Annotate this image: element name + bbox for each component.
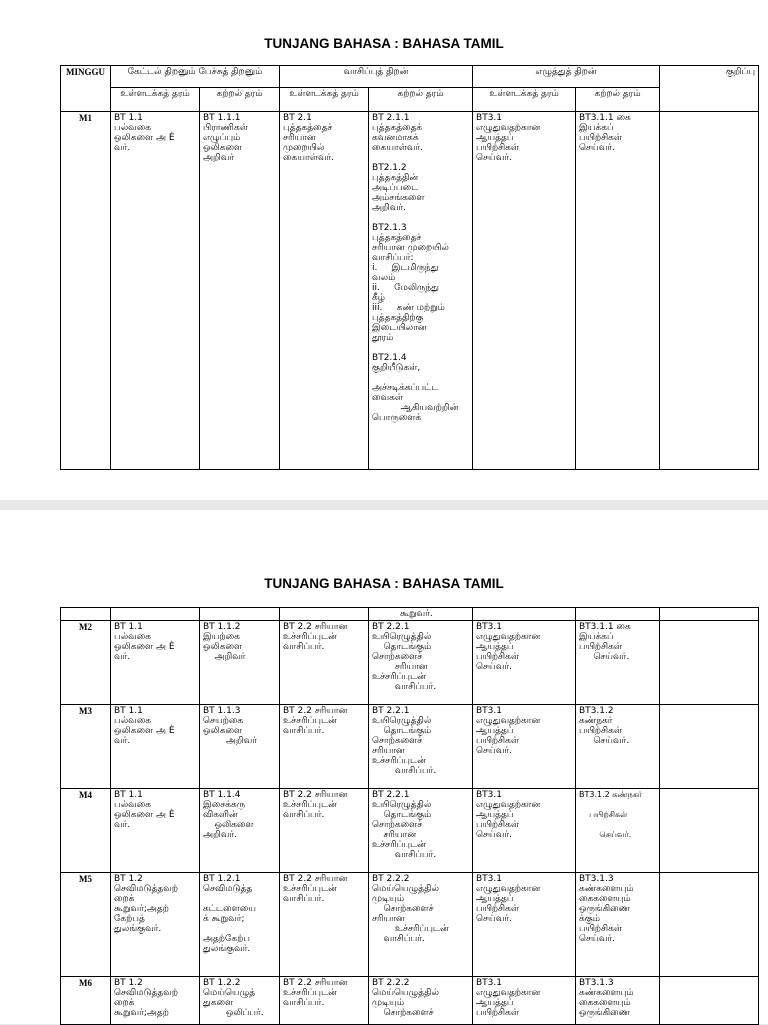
content-standard-cell: BT 1.1 பல்வகை ஒலிகளை அ È வர்.: [111, 621, 200, 705]
notes-cell: [660, 873, 759, 977]
notes-cell: [660, 112, 759, 470]
content-standard-cell: BT 1.1 பல்வகை ஒலிகளை அ È வர்.: [111, 112, 200, 470]
content-standard-cell: BT3.1 எழுதுவதற்கான ஆயத்தப் பயிற்சிகள் செய்வர்.: [473, 789, 576, 873]
subheader-content-standard: உள்ளடக்கத் தரம்: [111, 88, 200, 112]
page-title: TUNJANG BAHASA : BAHASA TAMIL: [264, 36, 504, 51]
week-cell: M2: [61, 621, 111, 705]
learning-standard-cell: BT 1.1.4 இசைக்கரு விகளின் ஒலிகளை அறிவர்.: [200, 789, 280, 873]
week-cell: M5: [61, 873, 111, 977]
learning-standard-cell: BT3.1.3 கண்களையும் கைகளையும் ஒருங்கிணை க்கும் பயிற்சிகள் செய்வர்.: [576, 873, 660, 977]
table-row: [61, 789, 759, 873]
learning-standard-cell: BT 2.2.1 உயிரெழுத்தில் தொடங்கும் சொற்களைச் சரியான உச்சரிப்புடன் வாசிப்பர்.: [369, 789, 473, 873]
subheader-content-standard: உள்ளடக்கத் தரம்: [280, 88, 369, 112]
header-notes: குறிப்பு: [660, 66, 759, 112]
learning-standard-cell: BT 1.2.1 செவிமடுத்த கட்டளையை க் கூறுவர்; அதற்கேற்ப துலங்குவர்.: [200, 873, 280, 977]
header-writing: எழுத்துத் திறன்: [473, 66, 660, 88]
learning-standard-cell: BT 1.1.2 இயற்கை ஒலிகளை அறிவர்: [200, 621, 280, 705]
content-standard-cell: BT 2.2 சரியான உச்சரிப்புடன் வாசிப்பர்.: [280, 705, 369, 789]
carry-over-row: [61, 608, 759, 621]
learning-standard-cell: BT 2.2.1 உயிரெழுத்தில் தொடங்கும் சொற்களைச் சரியான உச்சரிப்புடன் வாசிப்பர்.: [369, 705, 473, 789]
learning-standard-cell: BT 2.2.2 மெய்யெழுத்தில் முடியும் சொற்களைச் சரியான உச்சரிப்புடன் வாசிப்பர்.: [369, 873, 473, 977]
content-standard-cell: BT3.1 எழுதுவதற்கான ஆயத்தப் பயிற்சிகள் செய்வர்.: [473, 705, 576, 789]
content-standard-cell: BT3.1 எழுதுவதற்கான ஆயத்தப் பயிற்சிகள் செய்வர்.: [473, 112, 576, 470]
header-row: [61, 66, 759, 88]
header-minggu: MINGGU: [61, 66, 111, 112]
document-page-1: [0, 0, 768, 500]
notes-cell: [660, 789, 759, 873]
learning-standard-cell: BT3.1.2 கண்நகர் பயிற்சிகள் செய்வர்.: [576, 789, 660, 873]
content-standard-cell: BT 2.2 சரியான உச்சரிப்புடன் வாசிப்பர்.: [280, 873, 369, 977]
learning-standard-cell: BT 2.1.1 புத்தகத்தைக் கவனமாகக் கையாள்வர். BT2.1.2 புத்தகத்தின் அடிப்படை அம்சங்களை அறிவர். BT2.1.3 புத்தகத்தைச் சரியான முறையில் வாசிப்பர்: i. இடமிருந்து வலம் ii. மேலிருந்து கீழ் iii. கண் மற்றும் புத்தகத்திற்கு இடையிலான தூரம் BT2.1.4 குறியீடுகள், அச்சடிக்கப்பட்ட வைகள் ஆகியவற்றின் பொருளைக்: [369, 112, 473, 470]
content-standard-cell: BT 1.1 பல்வகை ஒலிகளை அ È வர்.: [111, 789, 200, 873]
content-standard-cell: BT 2.2 சரியான உச்சரிப்புடன் வாசிப்பர்.: [280, 789, 369, 873]
subheader-row: [61, 88, 759, 112]
carry-over-cell: கூறுவர்.: [369, 608, 473, 621]
notes-cell: [660, 705, 759, 789]
document-page-2: [0, 510, 768, 1024]
table-row: [61, 621, 759, 705]
table-row: [61, 112, 759, 470]
learning-standard-cell: BT 2.2.1 உயிரெழுத்தில் தொடங்கும் சொற்களைச் சரியான உச்சரிப்புடன் வாசிப்பர்.: [369, 621, 473, 705]
content-standard-cell: BT3.1 எழுதுவதற்கான ஆயத்தப் பயிற்சிகள்: [473, 977, 576, 1025]
content-standard-cell: BT 2.2 சரியான உச்சரிப்புடன் வாசிப்பர்.: [280, 977, 369, 1025]
subheader-learning-standard: கற்றல் தரம்: [576, 88, 660, 112]
subheader-content-standard: உள்ளடக்கத் தரம்: [473, 88, 576, 112]
syllabus-table: [60, 607, 759, 1025]
table-row: [61, 705, 759, 789]
learning-standard-cell: BT 2.2.2 மெய்யெழுத்தில் முடியும் சொற்களைச்: [369, 977, 473, 1025]
notes-cell: [660, 977, 759, 1025]
syllabus-table: [60, 65, 759, 470]
header-listening-speaking: கேட்டல் திறனும் பேச்சுத் திறனும்: [111, 66, 280, 88]
subheader-learning-standard: கற்றல் தரம்: [369, 88, 473, 112]
learning-standard-cell: BT 1.2.2 மெய்யெழுத் துகளை ஒலிப்பர்.: [200, 977, 280, 1025]
content-standard-cell: BT 1.1 பல்வகை ஒலிகளை அ È வர்.: [111, 705, 200, 789]
subheader-learning-standard: கற்றல் தரம்: [200, 88, 280, 112]
content-standard-cell: BT 2.1 புத்தகத்தைச் சரியான முறையில் கையாள்வர்.: [280, 112, 369, 470]
week-cell: M6: [61, 977, 111, 1025]
learning-standard-cell: BT3.1.1 கை இயக்கப் பயிற்சிகள் செய்வர்.: [576, 621, 660, 705]
learning-standard-cell: BT 1.1.3 செயற்கை ஒலிகளை அறிவர்: [200, 705, 280, 789]
learning-standard-cell: BT3.1.3 கண்களையும் கைகளையும் ஒருங்கிணை: [576, 977, 660, 1025]
week-cell: M3: [61, 705, 111, 789]
week-cell: M4: [61, 789, 111, 873]
content-standard-cell: BT3.1 எழுதுவதற்கான ஆயத்தப் பயிற்சிகள் செய்வர்.: [473, 873, 576, 977]
learning-standard-cell: BT3.1.1 கை இயக்கப் பயிற்சிகள் செய்வர்.: [576, 112, 660, 470]
page-title: TUNJANG BAHASA : BAHASA TAMIL: [264, 576, 504, 591]
content-standard-cell: BT 2.2 சரியான உச்சரிப்புடன் வாசிப்பர்.: [280, 621, 369, 705]
learning-standard-cell: BT 1.1.1 பிராணிகள் எழுப்பும் ஒலிகளை அறிவர்: [200, 112, 280, 470]
table-row: [61, 873, 759, 977]
content-standard-cell: BT 1.2 செவிமடுத்தவற் றைக் கூறுவர்;அதற் கேற்பத் துலங்குவர்.: [111, 873, 200, 977]
header-reading: வாசிப்புத் திறன்: [280, 66, 473, 88]
notes-cell: [660, 621, 759, 705]
week-cell: M1: [61, 112, 111, 470]
content-standard-cell: BT 1.2 செவிமடுத்தவற் றைக் கூறுவர்;அதற்: [111, 977, 200, 1025]
learning-standard-cell: BT3.1.2 கண்நகர் பயிற்சிகள் செய்வர்.: [576, 705, 660, 789]
table-row: [61, 977, 759, 1025]
content-standard-cell: BT3.1 எழுதுவதற்கான ஆயத்தப் பயிற்சிகள் செய்வர்.: [473, 621, 576, 705]
